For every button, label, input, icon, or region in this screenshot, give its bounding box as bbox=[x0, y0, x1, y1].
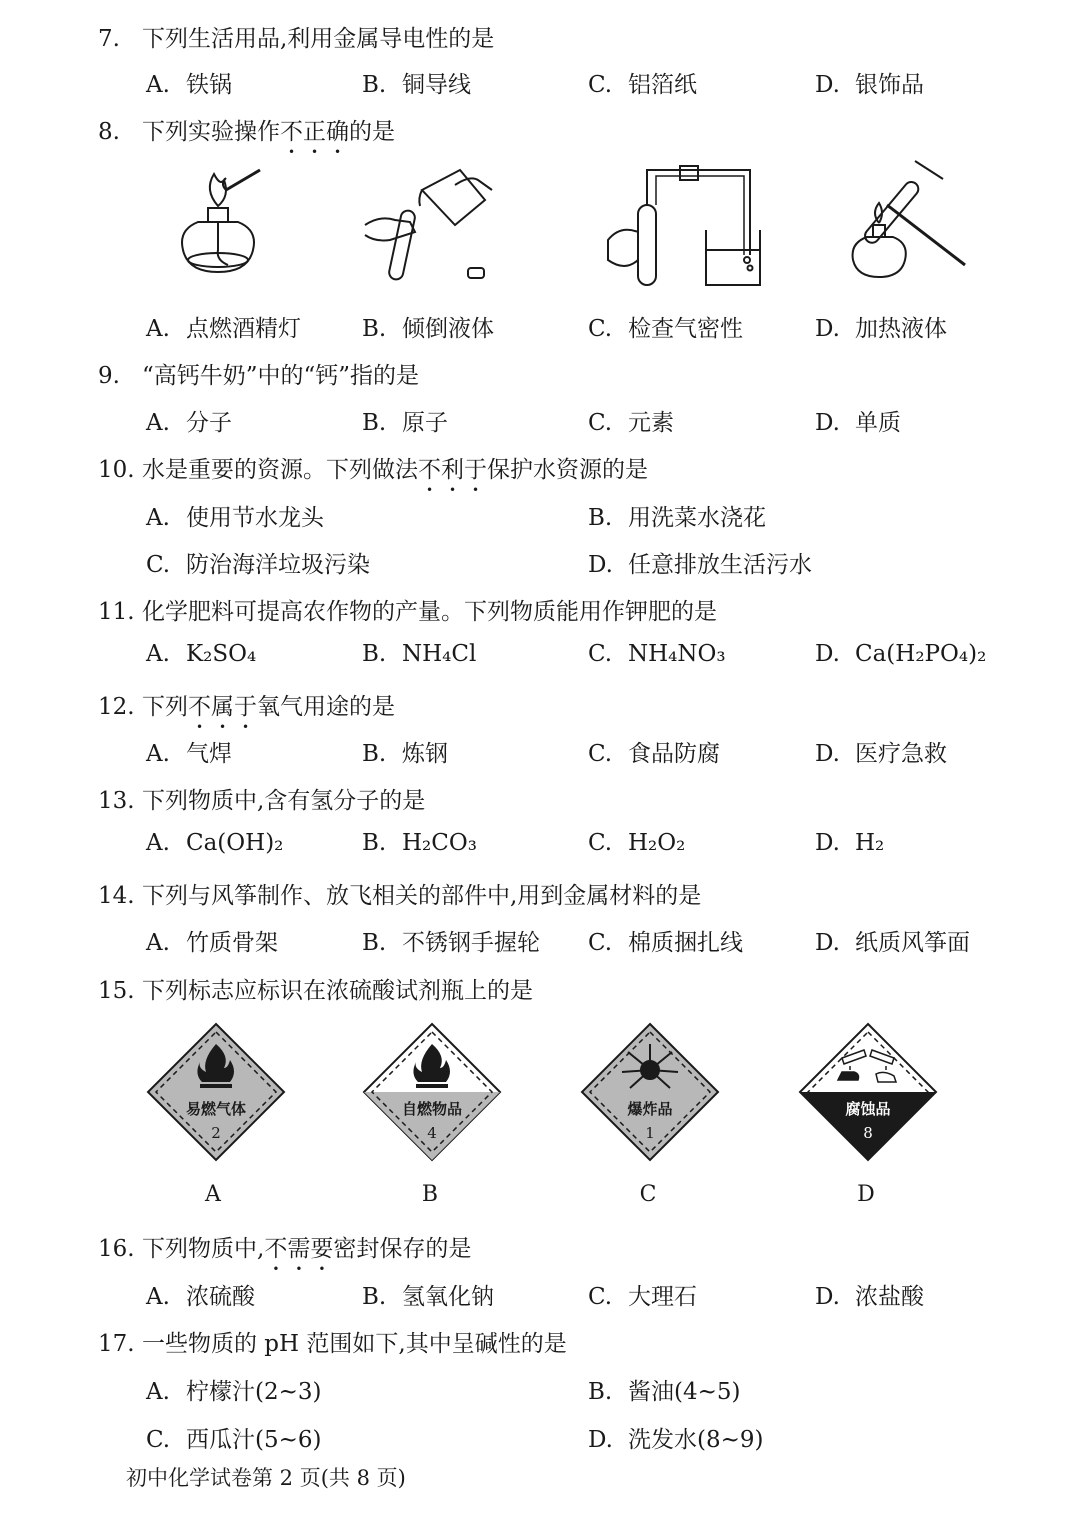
option-a bbox=[146, 404, 232, 437]
option-letter: A. bbox=[146, 641, 170, 667]
question-10 bbox=[98, 451, 648, 497]
option-letter: A. bbox=[146, 505, 170, 531]
question-stem-emphasis: 不属于 bbox=[188, 694, 257, 720]
sign-class: 1 bbox=[645, 1124, 655, 1142]
option-text: NH₄NO₃ bbox=[628, 641, 726, 667]
question-number: 17. bbox=[98, 1331, 135, 1357]
option-letter: C. bbox=[588, 830, 613, 856]
option-text: 使用节水龙头 bbox=[186, 505, 324, 531]
option-text: 炼钢 bbox=[402, 741, 448, 767]
option-letter: D. bbox=[815, 72, 840, 98]
question-9 bbox=[98, 357, 419, 390]
option-text: 点燃酒精灯 bbox=[186, 316, 301, 342]
option-d bbox=[815, 404, 901, 437]
option-b bbox=[362, 735, 448, 768]
question-stem: 下列标志应标识在浓硫酸试剂瓶上的是 bbox=[142, 978, 533, 1004]
option-text: 铝箔纸 bbox=[628, 72, 697, 98]
option-text: 银饰品 bbox=[855, 72, 924, 98]
question-stem: 下列与风筝制作、放飞相关的部件中,用到金属材料的是 bbox=[142, 883, 702, 909]
sign-name: 爆炸品 bbox=[627, 1100, 673, 1118]
option-letter: A. bbox=[146, 930, 170, 956]
option-letter: A. bbox=[146, 72, 170, 98]
question-16 bbox=[98, 1230, 471, 1276]
question-14 bbox=[98, 877, 701, 910]
option-letter: B. bbox=[362, 410, 387, 436]
sign-name: 腐蚀品 bbox=[845, 1100, 891, 1118]
question-number: 9. bbox=[98, 363, 120, 389]
question-stem: 化学肥料可提高农作物的产量。下列物质能用作钾肥的是 bbox=[142, 599, 717, 625]
option-a bbox=[146, 66, 232, 99]
option-letter: D. bbox=[815, 741, 840, 767]
option-letter: A. bbox=[146, 316, 170, 342]
option-letter: C. bbox=[588, 641, 613, 667]
option-text: 洗发水(8~9) bbox=[628, 1427, 764, 1453]
option-text: 酱油(4~5) bbox=[628, 1379, 741, 1405]
option-letter: B. bbox=[362, 830, 387, 856]
option-text: 浓盐酸 bbox=[855, 1284, 924, 1310]
question-13 bbox=[98, 782, 425, 815]
sign-letter-b: B bbox=[421, 1182, 439, 1207]
option-a bbox=[146, 735, 232, 768]
option-text: 气焊 bbox=[186, 741, 232, 767]
option-c bbox=[588, 641, 726, 667]
option-text: 检查气密性 bbox=[628, 316, 743, 342]
option-b bbox=[588, 499, 766, 532]
option-letter: D. bbox=[815, 1284, 840, 1310]
option-text: 倾倒液体 bbox=[402, 316, 494, 342]
option-c bbox=[588, 404, 674, 437]
sign-letter-a: A bbox=[205, 1182, 221, 1207]
option-text: 不锈钢手握轮 bbox=[402, 930, 540, 956]
explosive-sign bbox=[580, 1022, 720, 1162]
corrosive-sign bbox=[798, 1022, 938, 1162]
option-text: 棉质捆扎线 bbox=[628, 930, 743, 956]
option-text: 医疗急救 bbox=[855, 741, 947, 767]
option-text: 铜导线 bbox=[402, 72, 471, 98]
option-letter: C. bbox=[146, 552, 171, 578]
question-12 bbox=[98, 688, 395, 734]
option-d bbox=[815, 66, 924, 99]
page-footer: 初中化学试卷第 2 页(共 8 页) bbox=[126, 1466, 406, 1490]
alcohol-lamp-lighting-figure bbox=[168, 160, 268, 285]
option-d bbox=[815, 830, 884, 856]
question-stem: “高钙牛奶”中的“钙”指的是 bbox=[142, 363, 420, 389]
option-a bbox=[146, 1373, 321, 1406]
question-number: 10. bbox=[98, 457, 135, 483]
option-text: 铁锅 bbox=[186, 72, 232, 98]
option-letter: D. bbox=[815, 830, 840, 856]
spontaneous-combustion-sign bbox=[362, 1022, 502, 1162]
option-b bbox=[362, 1278, 494, 1311]
question-number: 14. bbox=[98, 883, 135, 909]
option-text: 单质 bbox=[855, 410, 901, 436]
option-d bbox=[588, 546, 812, 579]
question-stem-pre: 下列 bbox=[142, 694, 188, 720]
option-letter: A. bbox=[146, 1284, 170, 1310]
question-stem: 一些物质的 pH 范围如下,其中呈碱性的是 bbox=[142, 1331, 567, 1357]
option-text: H₂O₂ bbox=[628, 830, 686, 856]
option-b bbox=[362, 830, 477, 856]
question-number: 11. bbox=[98, 599, 135, 625]
option-text: 用洗菜水浇花 bbox=[628, 505, 766, 531]
sign-class: 2 bbox=[211, 1124, 221, 1142]
option-letter: B. bbox=[362, 316, 387, 342]
option-letter: B. bbox=[362, 741, 387, 767]
pouring-liquid-figure bbox=[360, 160, 500, 285]
option-a bbox=[146, 1278, 255, 1311]
option-letter: B. bbox=[362, 641, 387, 667]
airtightness-check-figure bbox=[600, 160, 770, 290]
question-stem: 下列生活用品,利用金属导电性的是 bbox=[142, 26, 495, 52]
option-letter: B. bbox=[362, 1284, 387, 1310]
option-d bbox=[815, 1278, 924, 1311]
question-stem-post: 氧气用途的是 bbox=[257, 694, 395, 720]
option-text: 元素 bbox=[628, 410, 674, 436]
option-text: 柠檬汁(2~3) bbox=[186, 1379, 322, 1405]
option-b bbox=[362, 404, 448, 437]
question-stem-emphasis: 不正确 bbox=[280, 119, 349, 145]
option-text: H₂CO₃ bbox=[402, 830, 477, 856]
sign-name: 易燃气体 bbox=[185, 1100, 247, 1118]
option-text: 竹质骨架 bbox=[186, 930, 278, 956]
option-letter: C. bbox=[588, 930, 613, 956]
sign-name: 自燃物品 bbox=[401, 1100, 463, 1118]
option-text: Ca(H₂PO₄)₂ bbox=[855, 641, 987, 667]
option-letter: A. bbox=[146, 830, 170, 856]
question-11 bbox=[98, 593, 717, 626]
question-stem-emphasis: 不需要 bbox=[264, 1236, 334, 1262]
option-c bbox=[588, 66, 697, 99]
option-text: H₂ bbox=[855, 830, 885, 856]
option-b bbox=[362, 66, 471, 99]
option-c bbox=[588, 735, 720, 768]
option-text: 任意排放生活污水 bbox=[628, 552, 812, 578]
question-15 bbox=[98, 972, 533, 1005]
option-text: 食品防腐 bbox=[628, 741, 720, 767]
option-text: 西瓜汁(5~6) bbox=[186, 1427, 322, 1453]
option-c bbox=[588, 310, 743, 343]
option-a bbox=[146, 310, 301, 343]
question-stem: 下列物质中,含有氢分子的是 bbox=[142, 788, 426, 814]
question-number: 13. bbox=[98, 788, 135, 814]
option-b bbox=[362, 641, 476, 667]
option-text: 大理石 bbox=[628, 1284, 697, 1310]
option-text: 纸质风筝面 bbox=[855, 930, 970, 956]
option-text: 防治海洋垃圾污染 bbox=[186, 552, 370, 578]
option-letter: C. bbox=[588, 316, 613, 342]
option-letter: D. bbox=[815, 930, 840, 956]
question-17 bbox=[98, 1325, 567, 1358]
option-letter: D. bbox=[588, 1427, 613, 1453]
option-text: 氢氧化钠 bbox=[402, 1284, 494, 1310]
option-d bbox=[815, 310, 947, 343]
option-text: K₂SO₄ bbox=[186, 641, 257, 667]
option-b bbox=[362, 310, 494, 343]
option-text: 原子 bbox=[402, 410, 448, 436]
heating-liquid-figure bbox=[845, 155, 975, 285]
question-7 bbox=[98, 20, 494, 53]
option-text: 加热液体 bbox=[855, 316, 947, 342]
option-letter: C. bbox=[146, 1427, 171, 1453]
question-number: 16. bbox=[98, 1236, 135, 1262]
question-stem-pre: 下列物质中, bbox=[142, 1236, 265, 1262]
question-stem-post: 密封保存的是 bbox=[333, 1236, 472, 1262]
option-letter: A. bbox=[146, 741, 170, 767]
question-number: 8. bbox=[98, 119, 120, 145]
option-d bbox=[815, 924, 970, 957]
option-letter: D. bbox=[815, 410, 840, 436]
option-a bbox=[146, 641, 256, 667]
option-letter: B. bbox=[588, 505, 613, 531]
option-b bbox=[588, 1373, 740, 1406]
question-stem-post: 保护水资源的是 bbox=[487, 457, 648, 483]
option-letter: B. bbox=[362, 72, 387, 98]
option-a bbox=[146, 830, 283, 856]
question-number: 15. bbox=[98, 978, 135, 1004]
option-letter: C. bbox=[588, 741, 613, 767]
option-letter: D. bbox=[815, 641, 840, 667]
option-c bbox=[588, 830, 685, 856]
sign-class: 4 bbox=[427, 1124, 437, 1142]
option-text: 浓硫酸 bbox=[186, 1284, 255, 1310]
option-c bbox=[146, 1421, 321, 1454]
question-stem-pre: 下列实验操作 bbox=[142, 119, 280, 145]
option-text: 分子 bbox=[186, 410, 232, 436]
question-stem-emphasis: 不利于 bbox=[418, 457, 487, 483]
option-c bbox=[588, 924, 743, 957]
option-text: NH₄Cl bbox=[402, 641, 477, 667]
option-c bbox=[588, 1278, 697, 1311]
option-d bbox=[588, 1421, 763, 1454]
option-letter: C. bbox=[588, 1284, 613, 1310]
option-letter: A. bbox=[146, 410, 170, 436]
question-number: 7. bbox=[98, 26, 120, 52]
option-letter: B. bbox=[588, 1379, 613, 1405]
option-c bbox=[146, 546, 370, 579]
sign-letter-c: C bbox=[639, 1182, 657, 1207]
question-number: 12. bbox=[98, 694, 135, 720]
option-text: Ca(OH)₂ bbox=[186, 830, 284, 856]
flammable-gas-sign bbox=[146, 1022, 286, 1162]
option-b bbox=[362, 924, 540, 957]
option-letter: A. bbox=[146, 1379, 170, 1405]
option-letter: B. bbox=[362, 930, 387, 956]
question-stem-pre: 水是重要的资源。下列做法 bbox=[142, 457, 418, 483]
option-letter: D. bbox=[588, 552, 613, 578]
option-a bbox=[146, 499, 324, 532]
option-letter: D. bbox=[815, 316, 840, 342]
option-a bbox=[146, 924, 278, 957]
option-d bbox=[815, 735, 947, 768]
sign-class: 8 bbox=[863, 1124, 873, 1142]
option-letter: C. bbox=[588, 72, 613, 98]
question-8 bbox=[98, 113, 395, 159]
question-stem-post: 的是 bbox=[349, 119, 395, 145]
sign-letter-d: D bbox=[857, 1182, 875, 1207]
option-d bbox=[815, 641, 986, 667]
option-letter: C. bbox=[588, 410, 613, 436]
